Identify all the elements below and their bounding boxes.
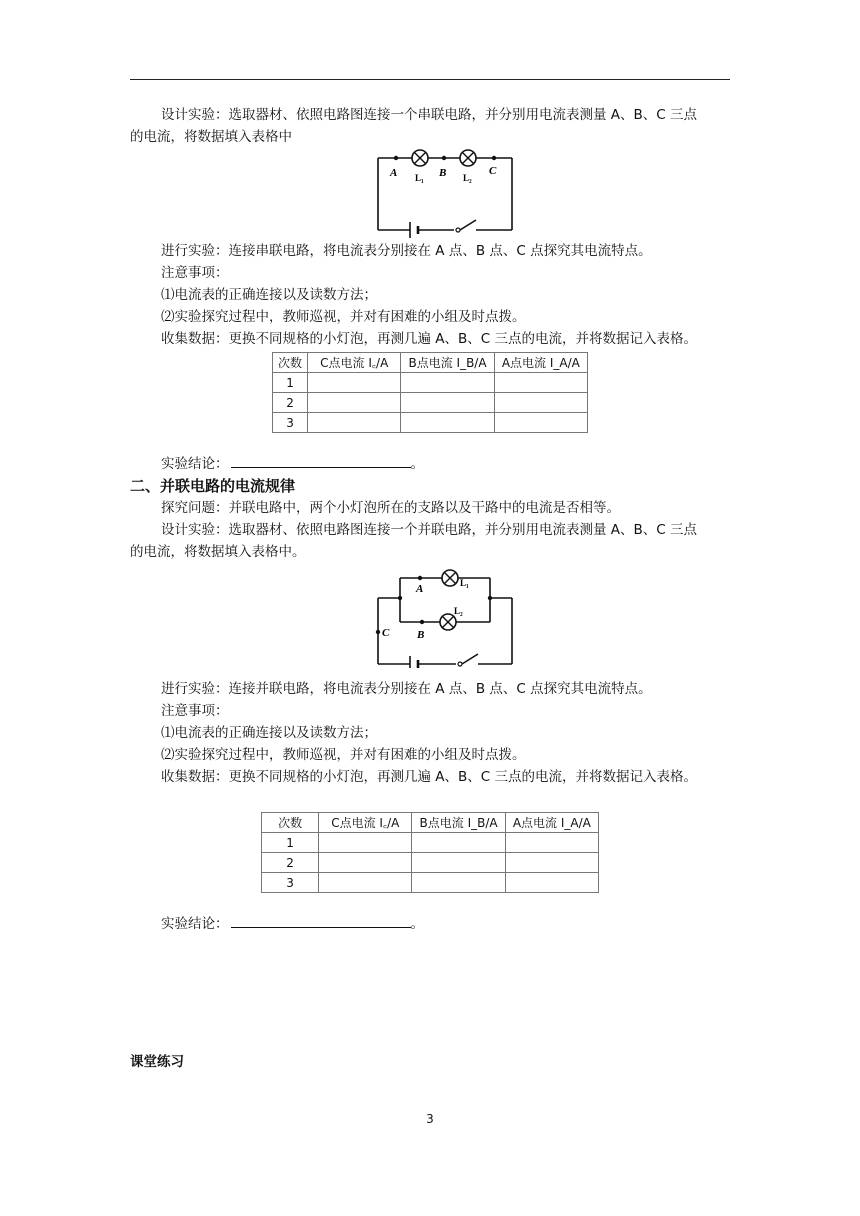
row-index: 1 (262, 833, 319, 853)
table-header-cell: 次数 (262, 813, 319, 833)
parallel-conduct: 进行实验：连接并联电路，将电流表分别接在 A 点、B 点、C 点探究其电流特点。 (161, 681, 652, 697)
parallel-note1: ⑴电流表的正确连接以及读数方法； (161, 725, 377, 741)
table-cell[interactable] (401, 373, 494, 393)
series-note1: ⑴电流表的正确连接以及读数方法； (161, 287, 377, 303)
table-header-row (273, 353, 588, 373)
point-a-label: A (390, 167, 398, 179)
point-b-label: B (417, 629, 425, 641)
table-cell[interactable] (505, 853, 598, 873)
point-a-label: A (416, 583, 424, 595)
lamp-l2-icon (460, 150, 476, 166)
series-design-line1: 设计实验：选取器材、依照电路图连接一个串联电路，并分别用电流表测量 A、B、C 三点 (161, 107, 698, 123)
table-header-cell: B点电流 I_B/A (412, 813, 505, 833)
table-header-row (262, 813, 599, 833)
table-cell[interactable] (319, 873, 412, 893)
table-cell[interactable] (494, 413, 587, 433)
lamp-l1-label: L₁ (415, 173, 424, 183)
table-header-cell: C点电流 I꜀/A (319, 813, 412, 833)
table-header-cell: A点电流 I_A/A (494, 353, 587, 373)
series-collect: 收集数据：更换不同规格的小灯泡，再测几遍 A、B、C 三点的电流，并将数据记入表格。 (161, 331, 698, 347)
point-c-label: C (489, 165, 497, 177)
lamp-l2-icon (440, 614, 456, 630)
series-conduct: 进行实验：连接串联电路，将电流表分别接在 A 点、B 点、C 点探究其电流特点。 (161, 243, 652, 259)
header-rule (130, 79, 730, 80)
table-cell[interactable] (505, 833, 598, 853)
parallel-design-line2: 的电流，将数据填入表格中。 (130, 544, 306, 560)
table-cell[interactable] (319, 833, 412, 853)
lamp-l2-label: L₂ (463, 173, 472, 183)
parallel-heading: 二、并联电路的电流规律 (130, 477, 296, 495)
table-header-cell: C点电流 I꜀/A (308, 353, 401, 373)
conclusion-blank[interactable] (231, 454, 411, 468)
table-row (273, 393, 588, 413)
table-cell[interactable] (319, 853, 412, 873)
row-index: 2 (262, 853, 319, 873)
series-data-table (272, 352, 588, 433)
practice-heading: 课堂练习 (130, 1054, 184, 1070)
lamp-l1-label: L₁ (460, 578, 469, 588)
series-conclusion (161, 454, 424, 473)
conclusion-blank[interactable] (231, 914, 411, 928)
table-row (273, 373, 588, 393)
parallel-notes-title: 注意事项： (161, 703, 229, 719)
table-cell[interactable] (494, 393, 587, 413)
parallel-data-table (261, 812, 599, 893)
parallel-conclusion (161, 914, 424, 933)
row-index: 2 (273, 393, 308, 413)
table-cell[interactable] (505, 873, 598, 893)
table-row (262, 873, 599, 893)
series-circuit-diagram (370, 148, 520, 240)
parallel-collect: 收集数据：更换不同规格的小灯泡，再测几遍 A、B、C 三点的电流，并将数据记入表格。 (161, 769, 698, 785)
table-cell[interactable] (412, 873, 505, 893)
lamp-l1-icon (412, 150, 428, 166)
series-design-line2: 的电流，将数据填入表格中 (130, 129, 292, 145)
table-header-cell: 次数 (273, 353, 308, 373)
lamp-l2-label: L₂ (454, 606, 463, 616)
page-number: 3 (426, 1112, 434, 1126)
table-cell[interactable] (494, 373, 587, 393)
parallel-question: 探究问题：并联电路中，两个小灯泡所在的支路以及干路中的电流是否相等。 (161, 500, 620, 516)
table-row (262, 833, 599, 853)
conclusion-end: 。 (410, 456, 424, 472)
row-index: 3 (262, 873, 319, 893)
series-note2: ⑵实验探究过程中，教师巡视，并对有困难的小组及时点拨。 (161, 309, 526, 325)
parallel-circuit-diagram (370, 566, 520, 668)
table-cell[interactable] (308, 373, 401, 393)
table-header-cell: A点电流 I_A/A (505, 813, 598, 833)
conclusion-end: 。 (410, 916, 424, 932)
conclusion-label: 实验结论： (161, 456, 229, 472)
table-cell[interactable] (401, 393, 494, 413)
parallel-design-line1: 设计实验：选取器材、依照电路图连接一个并联电路，并分别用电流表测量 A、B、C 三点 (161, 522, 698, 538)
table-row (262, 853, 599, 873)
row-index: 3 (273, 413, 308, 433)
table-cell[interactable] (412, 833, 505, 853)
table-cell[interactable] (308, 393, 401, 413)
point-b-label: B (439, 167, 447, 179)
table-cell[interactable] (308, 413, 401, 433)
table-cell[interactable] (401, 413, 494, 433)
lamp-l1-icon (442, 570, 458, 586)
table-header-cell: B点电流 I_B/A (401, 353, 494, 373)
point-c-label: C (382, 627, 390, 639)
conclusion-label: 实验结论： (161, 916, 229, 932)
series-notes-title: 注意事项： (161, 265, 229, 281)
table-cell[interactable] (412, 853, 505, 873)
parallel-note2: ⑵实验探究过程中，教师巡视，并对有困难的小组及时点拨。 (161, 747, 526, 763)
table-row (273, 413, 588, 433)
row-index: 1 (273, 373, 308, 393)
